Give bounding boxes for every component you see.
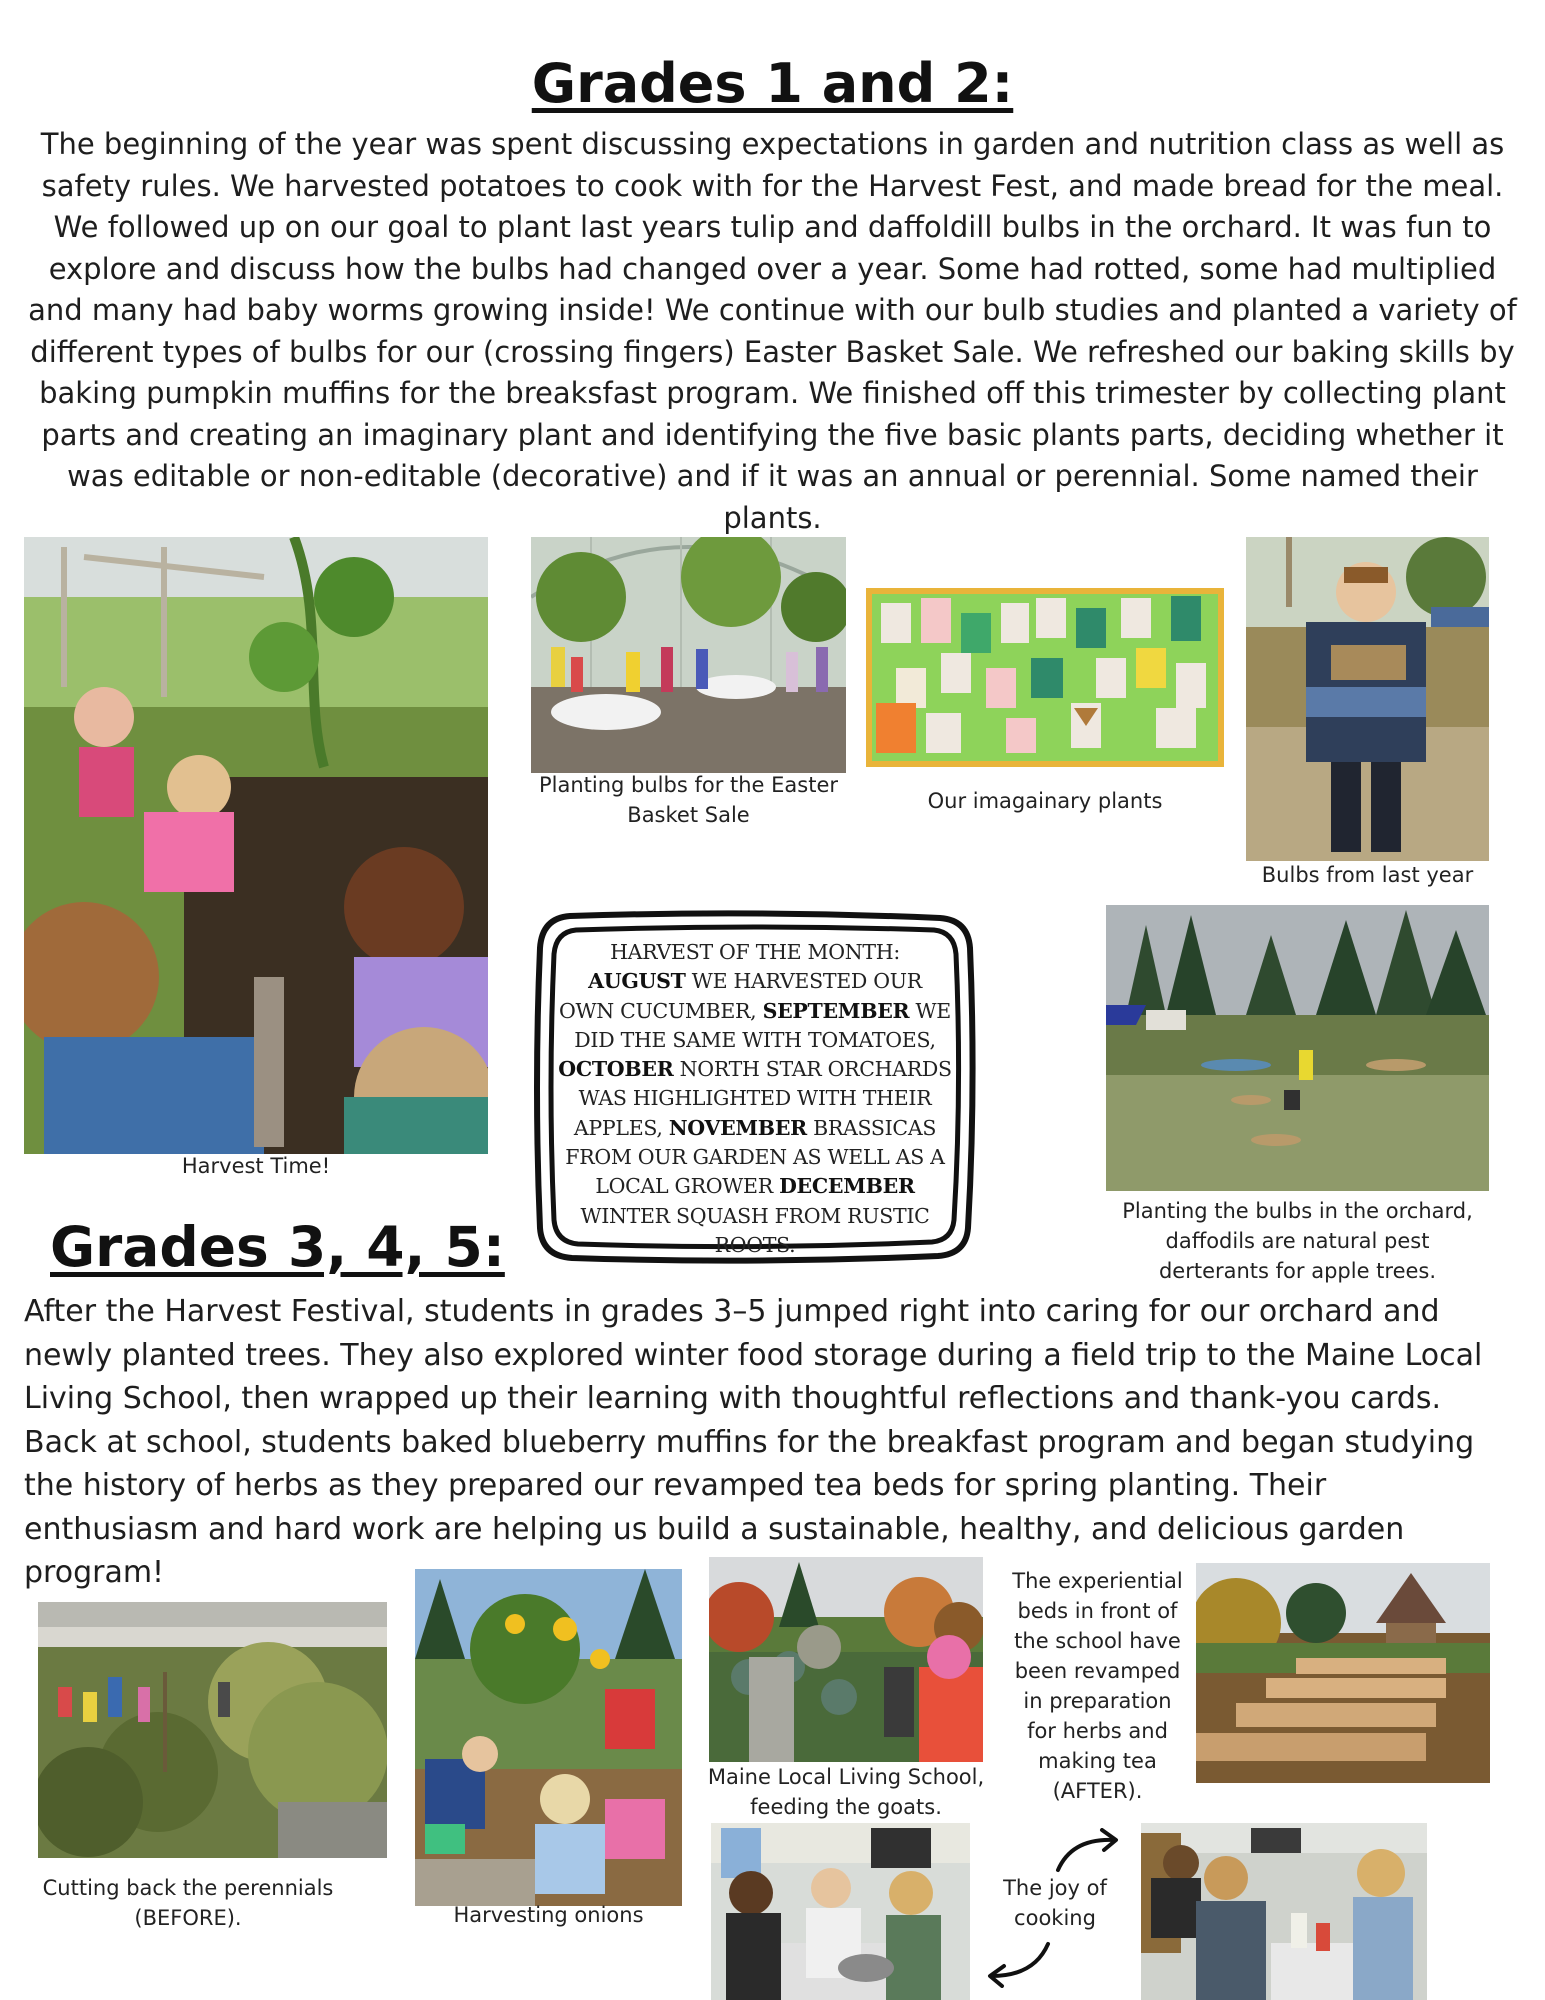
caption-bulbs-last-year: Bulbs from last year <box>1261 863 1474 887</box>
paragraph-line: explore and discuss how the bulbs had changed over a year. Some had rotted, some had multiplied <box>48 251 1497 286</box>
caption-line: the school have <box>1014 1629 1181 1653</box>
maine-local-photo <box>709 1557 983 1762</box>
caption-planting-bulbs <box>521 770 856 830</box>
cutting-back-photo <box>38 1602 387 1858</box>
raised-beds-photo <box>1196 1563 1490 1783</box>
cooking-photo-right <box>1141 1823 1427 2000</box>
paragraph-line: baking pumpkin muffins for the breaksfast program. We finished off this trimester by collecting plant <box>39 376 1506 410</box>
harvesting-onions-photo <box>415 1569 682 1906</box>
paragraph-line: program! <box>24 1555 165 1590</box>
planting-bulbs-photo <box>531 537 846 773</box>
caption-line: (AFTER). <box>1052 1779 1143 1803</box>
caption-maine-local <box>689 1762 1003 1822</box>
caption-line: derterants for apple trees. <box>1158 1259 1437 1283</box>
caption-line: Cutting back the perennials <box>42 1876 334 1900</box>
caption-line: for herbs and <box>1027 1719 1168 1743</box>
paragraph-line: Living School, then wrapped up their learning with thoughtful reflections and thank-you cards. <box>24 1381 1442 1416</box>
harvest-of-month-callout <box>530 908 980 1268</box>
paragraph-line: different types of bulbs for our (crossing fingers) Easter Basket Sale. We refreshed our baking skills by <box>30 334 1515 369</box>
caption-line: (BEFORE). <box>134 1906 242 1930</box>
grades-1-2-paragraph <box>10 124 1535 539</box>
paragraph-line: the history of herbs as they prepared our revamped tea beds for spring planting. Their <box>24 1468 1327 1503</box>
paragraph-line: newly planted trees. They also explored winter food storage during a field trip to the Maine Local <box>24 1337 1483 1373</box>
paragraph-line: After the Harvest Festival, students in grades 3–5 jumped right into caring for our orchard and <box>24 1294 1440 1329</box>
paragraph-line: and many had baby worms growing inside! We continue with our bulb studies and planted a variety of <box>28 293 1517 327</box>
caption-line: The joy of <box>1003 1876 1107 1900</box>
paragraph-line: parts and creating an imaginary plant and identifying the five basic plants parts, deciding whether it <box>41 417 1504 452</box>
caption-line: Basket Sale <box>627 803 750 827</box>
orchard-photo <box>1106 905 1489 1191</box>
caption-line: beds in front of <box>1017 1599 1178 1623</box>
paragraph-line: safety rules. We harvested potatoes to cook with for the Harvest Fest, and made bread for the meal. <box>41 168 1504 203</box>
paragraph-line: enthusiasm and hard work are helping us build a sustainable, healthy, and delicious garden <box>24 1511 1405 1547</box>
callout-text-november: BRASSICAS FROM OUR GARDEN AS WELL AS A LOCAL GROWER <box>565 1115 945 1199</box>
paragraph-line: Back at school, students baked blueberry muffins for the breakfast program and began studying <box>24 1424 1475 1460</box>
caption-orchard <box>1086 1196 1509 1286</box>
callout-text-october: NORTH STAR ORCHARDS WAS HIGHLIGHTED WITH THEIR APPLES, <box>573 1057 952 1140</box>
callout-text-december: WINTER SQUASH FROM RUSTIC ROOTS. <box>580 1203 930 1257</box>
callout-text <box>558 938 952 1260</box>
caption-line: cooking <box>1014 1906 1096 1930</box>
callout-title: HARVEST OF THE MONTH: <box>610 940 900 964</box>
callout-text-august: WE HARVESTED OUR OWN CUCUMBER, <box>559 969 922 1023</box>
bulbs-last-year-photo <box>1246 537 1489 861</box>
curved-arrow-up-icon <box>1052 1828 1124 1878</box>
caption-line: daffodils are natural pest <box>1165 1229 1430 1253</box>
caption-line: been revamped <box>1014 1659 1181 1683</box>
month-november: NOVEMBER <box>668 1115 807 1140</box>
caption-joy-of-cooking <box>990 1873 1120 1933</box>
month-september: SEPTEMBER <box>762 998 910 1023</box>
grades-3-4-5-paragraph <box>24 1290 1524 1595</box>
caption-line: making tea <box>1038 1749 1157 1773</box>
imaginary-plants-photo <box>866 588 1224 767</box>
paragraph-line: We followed up on our goal to plant last years tulip and daffoldill bulbs in the orchard. It was fun to <box>53 210 1492 244</box>
caption-harvest-time: Harvest Time! <box>181 1154 331 1178</box>
month-august: AUGUST <box>588 969 686 994</box>
caption-cutting-back <box>18 1873 358 1933</box>
paragraph-line: was editable or non-editable (decorative) and if it was an annual or perennial. Some named their <box>67 459 1478 493</box>
month-december: DECEMBER <box>779 1174 915 1199</box>
caption-imaginary-plants: Our imagainary plants <box>927 789 1163 813</box>
caption-line: in preparation <box>1023 1689 1172 1713</box>
harvest-time-photo <box>24 537 488 1154</box>
caption-line: Planting bulbs for the Easter <box>538 773 839 797</box>
curved-arrow-down-icon <box>982 1938 1054 1988</box>
caption-experiential <box>995 1566 1200 1806</box>
caption-line: Planting the bulbs in the orchard, <box>1122 1199 1473 1223</box>
cooking-photo-left <box>711 1823 970 2000</box>
grades-1-2-heading: Grades 1 and 2: <box>531 52 1014 115</box>
caption-harvesting-onions: Harvesting onions <box>453 1903 644 1927</box>
caption-line: The experiential <box>1012 1569 1183 1593</box>
month-october: OCTOBER <box>558 1057 674 1082</box>
grades-3-4-5-heading: Grades 3, 4, 5: <box>50 1215 505 1279</box>
paragraph-line: The beginning of the year was spent discussing expectations in garden and nutrition class as well as <box>40 127 1505 161</box>
paragraph-line: plants. <box>723 500 822 535</box>
callout-text-september: WE DID THE SAME WITH TOMATOES, <box>574 998 951 1052</box>
caption-line: Maine Local Living School, <box>707 1765 985 1789</box>
caption-line: feeding the goats. <box>750 1795 942 1819</box>
